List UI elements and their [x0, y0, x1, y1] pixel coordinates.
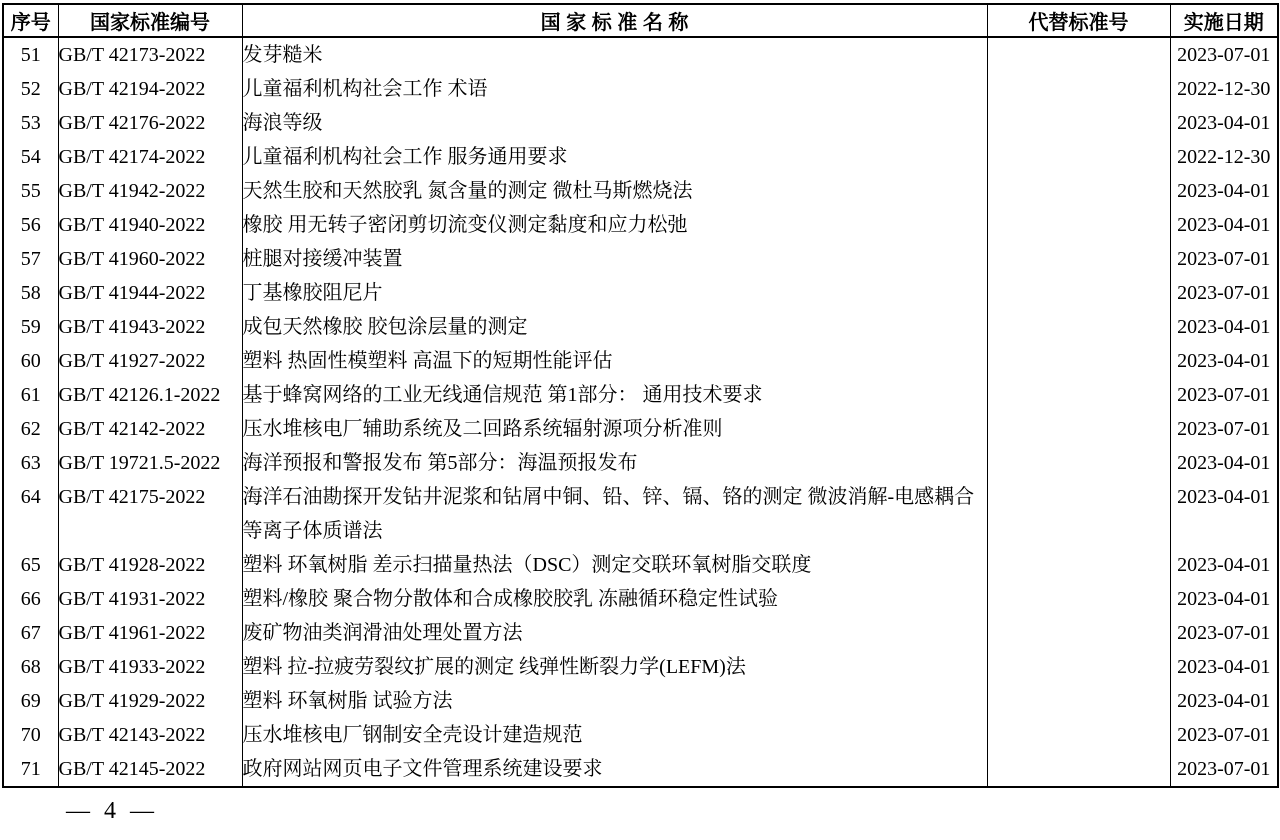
- row-standard-name: 成包天然橡胶 胶包涂层量的测定: [242, 310, 987, 344]
- row-replaced-code: [987, 140, 1170, 174]
- page-number: — 4 —: [66, 798, 158, 824]
- row-standard-name: 塑料 环氧树脂 差示扫描量热法（DSC）测定交联环氧树脂交联度: [242, 548, 987, 582]
- table-row: [3, 310, 1278, 344]
- row-standard-name: 塑料/橡胶 聚合物分散体和合成橡胶胶乳 冻融循环稳定性试验: [242, 582, 987, 616]
- row-standard-name: 发芽糙米: [242, 37, 987, 72]
- row-standard-code: GB/T 41944-2022: [58, 276, 242, 310]
- row-standard-code: GB/T 42173-2022: [58, 37, 242, 72]
- table-row: [3, 446, 1278, 480]
- row-standard-name: 塑料 拉-拉疲劳裂纹扩展的测定 线弹性断裂力学(LEFM)法: [242, 650, 987, 684]
- row-seq: 69: [3, 684, 58, 718]
- row-replaced-code: [987, 310, 1170, 344]
- row-impl-date: 2023-07-01: [1170, 378, 1278, 412]
- row-impl-date: 2022-12-30: [1170, 72, 1278, 106]
- row-standard-code: GB/T 42145-2022: [58, 752, 242, 787]
- row-replaced-code: [987, 242, 1170, 276]
- row-replaced-code: [987, 378, 1170, 412]
- row-seq: 66: [3, 582, 58, 616]
- row-impl-date: 2023-04-01: [1170, 650, 1278, 684]
- row-standard-name: 海洋石油勘探开发钻井泥浆和钻屑中铜、铅、锌、镉、铬的测定 微波消解-电感耦合等离子体质谱法: [242, 480, 987, 548]
- row-standard-name: 丁基橡胶阻尼片: [242, 276, 987, 310]
- row-replaced-code: [987, 412, 1170, 446]
- row-impl-date: 2023-04-01: [1170, 174, 1278, 208]
- row-replaced-code: [987, 446, 1170, 480]
- table-row: [3, 37, 1278, 72]
- row-replaced-code: [987, 582, 1170, 616]
- row-standard-name: 桩腿对接缓冲装置: [242, 242, 987, 276]
- row-standard-code: GB/T 41940-2022: [58, 208, 242, 242]
- table-row: [3, 242, 1278, 276]
- row-seq: 52: [3, 72, 58, 106]
- row-seq: 68: [3, 650, 58, 684]
- row-seq: 65: [3, 548, 58, 582]
- column-header-seq: 序号: [3, 4, 58, 37]
- row-impl-date: 2023-04-01: [1170, 582, 1278, 616]
- row-standard-code: GB/T 41931-2022: [58, 582, 242, 616]
- row-standard-code: GB/T 42175-2022: [58, 480, 242, 548]
- row-impl-date: 2023-04-01: [1170, 684, 1278, 718]
- row-replaced-code: [987, 480, 1170, 548]
- table-row: [3, 174, 1278, 208]
- row-standard-name: 橡胶 用无转子密闭剪切流变仪测定黏度和应力松弛: [242, 208, 987, 242]
- row-impl-date: 2023-07-01: [1170, 752, 1278, 787]
- table-row: [3, 616, 1278, 650]
- row-seq: 53: [3, 106, 58, 140]
- row-standard-name: 政府网站网页电子文件管理系统建设要求: [242, 752, 987, 787]
- row-seq: 54: [3, 140, 58, 174]
- table-row: [3, 208, 1278, 242]
- row-replaced-code: [987, 72, 1170, 106]
- row-impl-date: 2023-04-01: [1170, 106, 1278, 140]
- table-row: [3, 106, 1278, 140]
- column-header-replaced: 代替标准号: [987, 4, 1170, 37]
- row-replaced-code: [987, 106, 1170, 140]
- table-row: [3, 718, 1278, 752]
- row-seq: 56: [3, 208, 58, 242]
- row-seq: 51: [3, 37, 58, 72]
- row-standard-name: 塑料 环氧树脂 试验方法: [242, 684, 987, 718]
- standards-table-header: [3, 4, 1278, 37]
- row-replaced-code: [987, 718, 1170, 752]
- table-row: [3, 72, 1278, 106]
- row-replaced-code: [987, 174, 1170, 208]
- row-standard-code: GB/T 41960-2022: [58, 242, 242, 276]
- row-seq: 57: [3, 242, 58, 276]
- row-seq: 59: [3, 310, 58, 344]
- row-standard-code: GB/T 42142-2022: [58, 412, 242, 446]
- row-impl-date: 2023-04-01: [1170, 480, 1278, 548]
- table-row: [3, 582, 1278, 616]
- row-standard-code: GB/T 42143-2022: [58, 718, 242, 752]
- table-row: [3, 378, 1278, 412]
- row-standard-code: GB/T 41927-2022: [58, 344, 242, 378]
- row-impl-date: 2023-04-01: [1170, 310, 1278, 344]
- row-replaced-code: [987, 616, 1170, 650]
- row-standard-code: GB/T 41961-2022: [58, 616, 242, 650]
- row-standard-code: GB/T 41943-2022: [58, 310, 242, 344]
- row-seq: 70: [3, 718, 58, 752]
- table-row: [3, 276, 1278, 310]
- row-impl-date: 2023-04-01: [1170, 344, 1278, 378]
- row-standard-code: GB/T 41929-2022: [58, 684, 242, 718]
- row-impl-date: 2023-07-01: [1170, 616, 1278, 650]
- row-standard-name: 儿童福利机构社会工作 服务通用要求: [242, 140, 987, 174]
- row-impl-date: 2023-04-01: [1170, 548, 1278, 582]
- row-standard-code: GB/T 42174-2022: [58, 140, 242, 174]
- row-impl-date: 2023-04-01: [1170, 208, 1278, 242]
- row-impl-date: 2022-12-30: [1170, 140, 1278, 174]
- row-replaced-code: [987, 752, 1170, 787]
- row-replaced-code: [987, 548, 1170, 582]
- column-header-date: 实施日期: [1170, 4, 1278, 37]
- row-impl-date: 2023-07-01: [1170, 718, 1278, 752]
- row-standard-name: 儿童福利机构社会工作 术语: [242, 72, 987, 106]
- row-standard-name: 压水堆核电厂钢制安全壳设计建造规范: [242, 718, 987, 752]
- row-seq: 63: [3, 446, 58, 480]
- row-standard-code: GB/T 41928-2022: [58, 548, 242, 582]
- row-impl-date: 2023-07-01: [1170, 242, 1278, 276]
- row-seq: 71: [3, 752, 58, 787]
- row-standard-name: 海洋预报和警报发布 第5部分：海温预报发布: [242, 446, 987, 480]
- row-standard-code: GB/T 19721.5-2022: [58, 446, 242, 480]
- row-seq: 61: [3, 378, 58, 412]
- table-row: [3, 140, 1278, 174]
- row-standard-code: GB/T 42176-2022: [58, 106, 242, 140]
- row-impl-date: 2023-07-01: [1170, 276, 1278, 310]
- row-replaced-code: [987, 684, 1170, 718]
- table-row: [3, 752, 1278, 787]
- row-impl-date: 2023-07-01: [1170, 412, 1278, 446]
- table-row: [3, 480, 1278, 548]
- table-row: [3, 412, 1278, 446]
- row-impl-date: 2023-04-01: [1170, 446, 1278, 480]
- row-seq: 58: [3, 276, 58, 310]
- row-replaced-code: [987, 37, 1170, 72]
- standards-table-body: [3, 37, 1278, 787]
- row-seq: 55: [3, 174, 58, 208]
- row-standard-code: GB/T 41942-2022: [58, 174, 242, 208]
- row-standard-name: 海浪等级: [242, 106, 987, 140]
- row-standard-name: 天然生胶和天然胶乳 氮含量的测定 微杜马斯燃烧法: [242, 174, 987, 208]
- standards-table: [2, 3, 1279, 788]
- row-standard-code: GB/T 41933-2022: [58, 650, 242, 684]
- column-header-name: 国 家 标 准 名 称: [242, 4, 987, 37]
- row-replaced-code: [987, 276, 1170, 310]
- row-replaced-code: [987, 650, 1170, 684]
- column-header-code: 国家标准编号: [58, 4, 242, 37]
- row-impl-date: 2023-07-01: [1170, 37, 1278, 72]
- row-seq: 60: [3, 344, 58, 378]
- table-row: [3, 344, 1278, 378]
- row-replaced-code: [987, 208, 1170, 242]
- table-row: [3, 650, 1278, 684]
- row-standard-name: 废矿物油类润滑油处理处置方法: [242, 616, 987, 650]
- table-row: [3, 684, 1278, 718]
- row-seq: 62: [3, 412, 58, 446]
- row-standard-code: GB/T 42194-2022: [58, 72, 242, 106]
- table-row: [3, 548, 1278, 582]
- row-standard-name: 基于蜂窝网络的工业无线通信规范 第1部分： 通用技术要求: [242, 378, 987, 412]
- row-seq: 64: [3, 480, 58, 548]
- row-standard-code: GB/T 42126.1-2022: [58, 378, 242, 412]
- row-standard-name: 压水堆核电厂辅助系统及二回路系统辐射源项分析准则: [242, 412, 987, 446]
- row-seq: 67: [3, 616, 58, 650]
- row-replaced-code: [987, 344, 1170, 378]
- row-standard-name: 塑料 热固性模塑料 高温下的短期性能评估: [242, 344, 987, 378]
